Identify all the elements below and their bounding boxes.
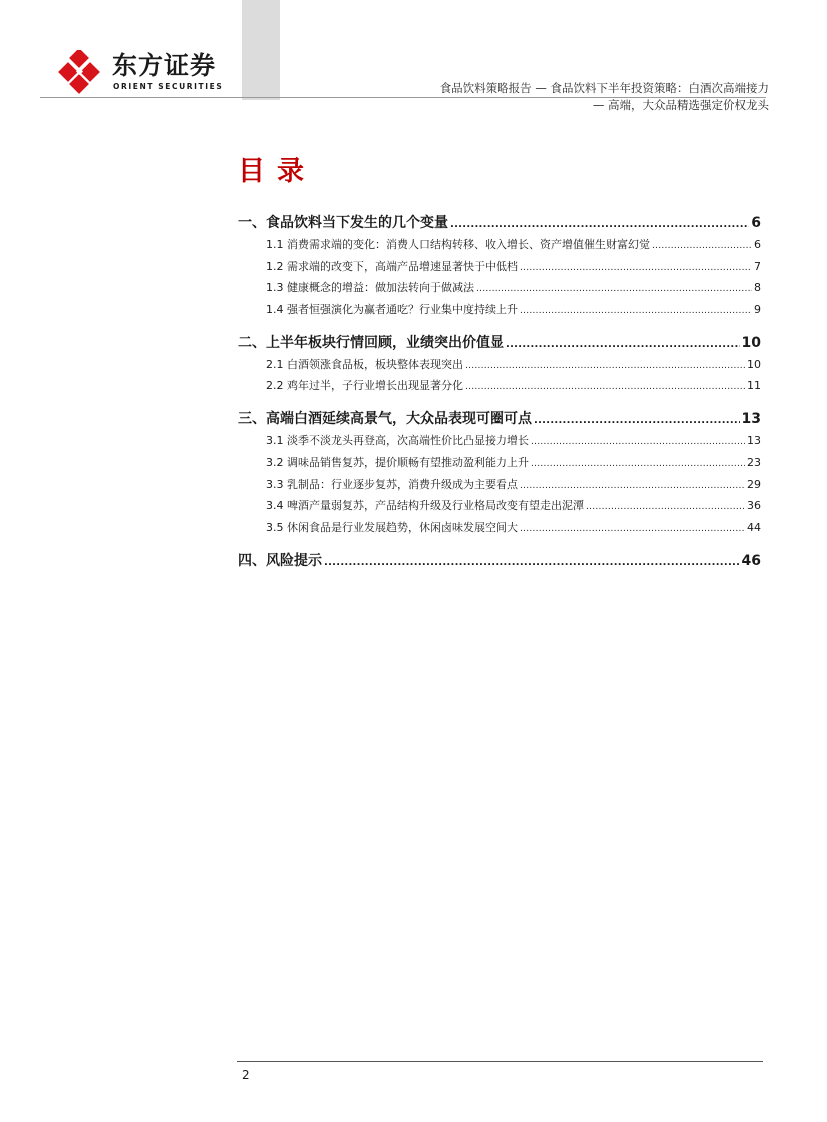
toc-entry-section-2[interactable] xyxy=(238,332,761,354)
toc-entry-3-4[interactable] xyxy=(238,495,761,517)
toc-entry-label: 1.1 消费需求端的变化：消费人口结构转移、收入增长、资产增值催生财富幻觉 xyxy=(266,238,650,251)
toc-entry-page: 7 xyxy=(754,259,761,273)
toc-entry-label: 1.2 需求端的改变下，高端产品增速显著快于中低档 xyxy=(266,259,518,273)
toc-dot-leader xyxy=(652,234,752,256)
page-number: 2 xyxy=(242,1068,250,1082)
toc-dot-leader xyxy=(531,430,745,452)
toc-entry-page: 11 xyxy=(747,379,761,393)
toc-entry-label: 2.2 鸡年过半，子行业增长出现显著分化 xyxy=(266,379,463,393)
toc-entry-section-1[interactable] xyxy=(238,212,761,234)
header-bookmark-tab xyxy=(242,0,280,100)
toc-entry-page: 8 xyxy=(754,281,761,295)
toc-section-gap xyxy=(238,397,761,406)
toc-entry-section-3[interactable] xyxy=(238,408,761,430)
toc-entry-page: 10 xyxy=(741,334,761,351)
toc-dot-leader xyxy=(476,277,752,299)
toc-entry-2-1[interactable] xyxy=(238,354,761,376)
toc-dot-leader xyxy=(465,354,745,376)
toc-section-gap xyxy=(238,321,761,330)
toc-entry-label: 3.1 淡季不淡龙头再登高，次高端性价比凸显接力增长 xyxy=(266,434,529,448)
toc-dot-leader xyxy=(531,452,745,474)
toc-entry-page: 6 xyxy=(751,215,761,231)
toc-dot-leader xyxy=(506,332,740,354)
report-header-line-2: — 高端，大众品精选强定价权龙头 xyxy=(592,98,769,112)
toc-dot-leader xyxy=(586,495,745,517)
toc-entry-page: 29 xyxy=(747,477,761,491)
logo-english-name: ORIENT SECURITIES xyxy=(113,82,224,91)
toc-entry-label: 2.1 白酒领涨食品板，板块整体表现突出 xyxy=(266,357,463,371)
toc-entry-page: 23 xyxy=(747,455,761,469)
toc-entry-label: 一、食品饮料当下发生的几个变量 xyxy=(238,215,448,231)
toc-entry-page: 44 xyxy=(747,520,761,534)
header-divider xyxy=(40,97,766,98)
toc-entry-3-3[interactable] xyxy=(238,474,761,496)
toc-entry-1-4[interactable] xyxy=(238,299,761,321)
toc-section-gap xyxy=(238,539,761,548)
toc-entry-label: 二、上半年板块行情回顾，业绩突出价值显 xyxy=(238,334,504,351)
toc-entry-2-2[interactable] xyxy=(238,375,761,397)
toc-entry-1-1[interactable] xyxy=(238,234,761,256)
toc-entry-label: 3.4 啤酒产量弱复苏，产品结构升级及行业格局改变有望走出泥潭 xyxy=(266,499,584,513)
toc-entry-page: 10 xyxy=(747,357,761,371)
toc-entry-label: 1.3 健康概念的增益：做加法转向于做减法 xyxy=(266,281,474,295)
toc-entry-3-5[interactable] xyxy=(238,517,761,539)
toc-dot-leader xyxy=(534,408,740,430)
toc-dot-leader xyxy=(520,517,745,539)
logo-chinese-name: 东方证券 xyxy=(112,51,217,80)
toc-entry-1-2[interactable] xyxy=(238,256,761,278)
brand-diamond-icon xyxy=(58,50,104,94)
report-header-line-1: 食品饮料策略报告 — 食品饮料下半年投资策略：白酒次高端接力 xyxy=(439,81,769,95)
toc-entry-label: 3.3 乳制品：行业逐步复苏，消费升级成为主要看点 xyxy=(266,477,518,491)
toc-entry-page: 9 xyxy=(754,303,761,317)
toc-entry-page: 46 xyxy=(741,552,761,569)
toc-entry-label: 四、风险提示 xyxy=(238,552,322,569)
toc-entry-label: 1.4 强者恒强演化为赢者通吃？行业集中度持续上升 xyxy=(266,303,518,317)
orient-securities-logo xyxy=(58,50,228,94)
toc-dot-leader xyxy=(520,256,752,278)
toc-entry-label: 三、高端白酒延续高景气，大众品表现可圈可点 xyxy=(238,411,532,428)
toc-dot-leader xyxy=(465,375,745,397)
toc-entry-page: 13 xyxy=(747,434,761,448)
toc-title: 目录 xyxy=(238,156,316,187)
toc-entry-3-2[interactable] xyxy=(238,452,761,474)
toc-entry-page: 6 xyxy=(754,238,761,251)
toc-entry-section-4[interactable] xyxy=(238,550,761,572)
toc-dot-leader xyxy=(324,550,740,572)
toc-dot-leader xyxy=(520,474,745,496)
footer-divider xyxy=(237,1061,763,1062)
toc-dot-leader xyxy=(520,299,752,321)
toc-entry-page: 13 xyxy=(741,411,761,428)
toc-entry-label: 3.5 休闲食品是行业发展趋势，休闲卤味发展空间大 xyxy=(266,520,518,534)
toc-entry-3-1[interactable] xyxy=(238,430,761,452)
toc-entry-page: 36 xyxy=(747,499,761,513)
toc-dot-leader xyxy=(450,212,749,234)
toc-entry-label: 3.2 调味品销售复苏，提价顺畅有望推动盈利能力上升 xyxy=(266,455,529,469)
table-of-contents xyxy=(238,210,761,572)
toc-entry-1-3[interactable] xyxy=(238,277,761,299)
